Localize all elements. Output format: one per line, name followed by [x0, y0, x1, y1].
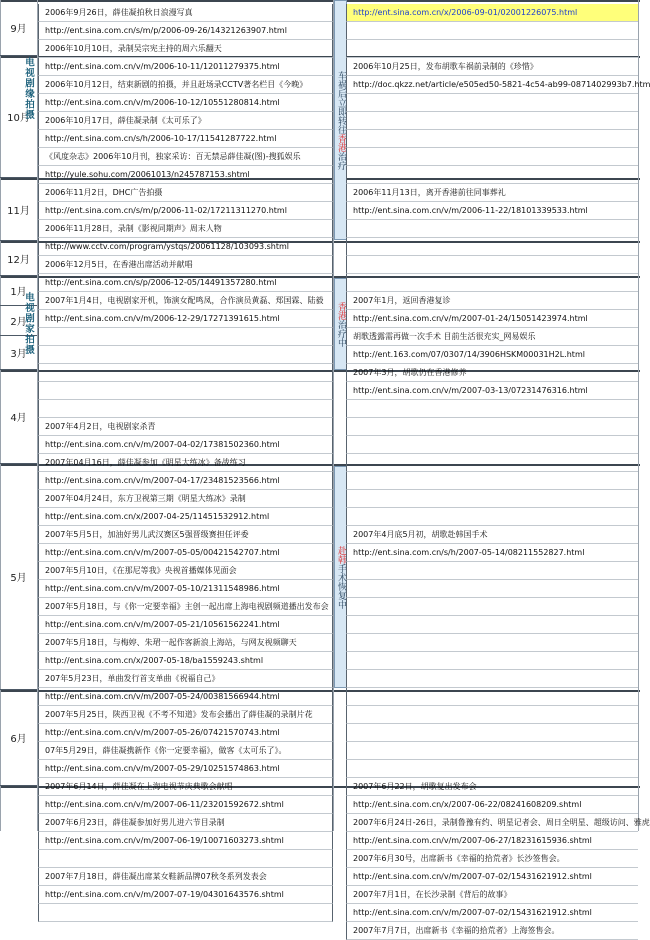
month-cell-2: 2月 — [0, 306, 37, 336]
right-entry-row — [346, 652, 638, 670]
left-entry-row: 2007年5月5日，加油好男儿武汉赛区5强晋级赛担任评委 — [38, 526, 333, 544]
right-entry-row — [346, 40, 638, 58]
right-entry-row[interactable]: http://doc.qkzz.net/article/e505ed50-5821-4c54-ab99-0871402993b7.htm — [346, 76, 638, 94]
right-entry-row — [346, 400, 638, 418]
group-separator — [0, 0, 640, 2]
middle-note-2-text: 治疗中 — [336, 319, 346, 347]
month-cell-12: 12月 — [0, 241, 37, 276]
left-entry-row: 2007年5月18日，与梅婷、朱珺一起作客新浪上海站，与网友视频聊天 — [38, 634, 333, 652]
left-entry-row[interactable]: http://yule.sohu.com/20061013/n245787153.shtml — [38, 166, 333, 184]
month-cell-6: 6月 — [0, 690, 37, 786]
left-entry-row[interactable]: http://ent.sina.com.cn/v/m/2006-10-11/12011279375.html — [38, 58, 333, 76]
left-entry-row: 2006年9月26日，薛佳凝拍秋日浪漫写真 — [38, 4, 333, 22]
left-entry-row[interactable]: http://ent.sina.com.cn/v/m/2007-04-02/17381502360.html — [38, 436, 333, 454]
left-entry-row[interactable]: http://ent.sina.com.cn/v/m/2007-05-21/10561562241.html — [38, 616, 333, 634]
left-entry-row[interactable]: http://ent.sina.com.cn/s/h/2006-10-17/11541287722.html — [38, 130, 333, 148]
middle-note-3-text: 手术恢复中 — [336, 563, 346, 609]
right-entry-row[interactable]: http://ent.sina.com.cn/v/m/2007-01-24/15051423974.html — [346, 310, 638, 328]
right-entry-row[interactable]: http://ent.sina.com.cn/v/m/2007-03-13/07231476316.html — [346, 382, 638, 400]
right-entry-row: 2006年11月13日，离开香港前往同事葬礼 — [346, 184, 638, 202]
right-entry-row — [346, 490, 638, 508]
right-entry-row — [346, 22, 638, 40]
month-cell-11: 11月 — [0, 178, 37, 241]
left-entry-row[interactable]: http://ent.sina.com.cn/s/m/p/2006-09-26/14321263907.html — [38, 22, 333, 40]
left-entry-row[interactable]: http://ent.sina.com.cn/v/m/2007-06-11/23201592672.shtml — [38, 796, 333, 814]
right-entry-row — [346, 238, 638, 256]
left-entry-row — [38, 850, 333, 868]
left-entry-row: 2006年10月10日，录制吴宗宪主持的周六乐翻天 — [38, 40, 333, 58]
left-note-filming-2: 电视剧家拍摄 — [23, 291, 34, 355]
right-entry-row — [346, 148, 638, 166]
right-entry-row — [346, 706, 638, 724]
left-entry-row: 2007年04月24日，东方卫视第三期《明星大练冰》录制 — [38, 490, 333, 508]
left-note-filming: 电视剧缘拍摄 — [23, 56, 34, 120]
right-entry-row — [346, 724, 638, 742]
right-entry-row — [346, 508, 638, 526]
right-entry-row — [346, 634, 638, 652]
left-entry-row: 2007年7月18日，薛佳凝出席某女鞋新品牌07秋冬系列发表会 — [38, 868, 333, 886]
left-entry-row: 2007年6月14日，薛佳凝在上海电视节庆典歌会献唱 — [38, 778, 333, 796]
month-cell-1: 1月 — [0, 276, 37, 306]
left-entry-row — [38, 328, 333, 346]
right-entry-row: 2007年7月1日，在长沙录制《背后的故事》 — [346, 886, 638, 904]
left-entry-row: 2007年4月2日，电视剧家杀青 — [38, 418, 333, 436]
right-entry-row — [346, 454, 638, 472]
left-entry-row: 2007年6月23日，薛佳凝参加好男儿进六节目录制 — [38, 814, 333, 832]
left-entry-row: 2006年10月17日，薛佳凝录制《太可乐了》 — [38, 112, 333, 130]
left-entry-row: 2006年12月5日，在香港出席活动并献唱 — [38, 256, 333, 274]
left-entry-row — [38, 364, 333, 382]
right-entry-row — [346, 742, 638, 760]
left-entry-row[interactable]: http://ent.sina.com.cn/s/p/2006-12-05/14491357280.html — [38, 274, 333, 292]
month-cell-10: 10月 — [0, 56, 37, 178]
left-entry-row — [38, 400, 333, 418]
right-entry-row — [346, 760, 638, 778]
right-entry-row — [346, 436, 638, 454]
left-entry-row: 2007年04月16日，薛佳凝参加《明星大练冰》备战练习 — [38, 454, 333, 472]
middle-note-2-red: 香港 — [336, 301, 346, 320]
right-entry-row: 2007年7月7日，出席新书《幸福的拾荒者》上海签售会。 — [346, 922, 638, 940]
left-entry-row: 2007年5月18日，与《你一定要幸福》主创一起出席上海电视剧频道播出发布会 — [38, 598, 333, 616]
right-entry-row — [346, 220, 638, 238]
right-entry-row[interactable]: http://ent.sina.com.cn/v/m/2007-07-02/15431621912.shtml — [346, 904, 638, 922]
left-entry-row[interactable]: http://ent.sina.com.cn/v/m/2007-05-29/10251574863.html — [38, 760, 333, 778]
right-entry-row[interactable]: http://ent.sina.com.cn/v/m/2007-07-02/15431621912.shtml — [346, 868, 638, 886]
left-entry-row: 207年5月23日，单曲发行首支单曲《祝福自己》 — [38, 670, 333, 688]
right-entry-row — [346, 274, 638, 292]
right-entry-row: 2006年10月25日，发布胡歌车祸前录制的《珍惜》 — [346, 58, 638, 76]
month-cell-9: 9月 — [0, 0, 37, 56]
left-entry-row[interactable]: http://ent.sina.com.cn/v/m/2007-05-10/21311548986.html — [38, 580, 333, 598]
left-entry-row — [38, 382, 333, 400]
month-cell-3: 3月 — [0, 336, 37, 370]
left-entry-row[interactable]: http://ent.sina.com.cn/v/m/2007-06-19/10071603273.shtml — [38, 832, 333, 850]
left-entry-row: 《风度杂志》2006年10月刊，独家采访：百无禁忌薛佳凝(图)-搜狐娱乐 — [38, 148, 333, 166]
left-entry-row[interactable]: http://ent.sina.com.cn/x/2007-04-25/11451532912.html — [38, 508, 333, 526]
right-entry-row — [346, 94, 638, 112]
left-entry-row[interactable]: http://ent.sina.com.cn/v/m/2006-10-12/10551280814.html — [38, 94, 333, 112]
right-entry-row[interactable]: http://ent.sina.com.cn/s/h/2007-05-14/08211552827.html — [346, 544, 638, 562]
middle-note-3-red: 赴韩 — [336, 545, 346, 564]
right-entry-row — [346, 616, 638, 634]
column-divider — [638, 0, 639, 831]
left-entry-row — [38, 904, 333, 922]
right-entry-row — [346, 418, 638, 436]
left-entry-row[interactable]: http://www.cctv.com/program/ystqs/20061128/103093.shtml — [38, 238, 333, 256]
right-entry-row — [346, 472, 638, 490]
right-entry-row[interactable]: http://ent.sina.com.cn/v/m/2007-06-27/18231615936.shtml — [346, 832, 638, 850]
right-entry-row: 2007年3月，胡歌仍在香港修养 — [346, 364, 638, 382]
left-entry-row — [38, 346, 333, 364]
right-entry-row[interactable]: http://ent.sina.com.cn/x/2006-09-01/02001226075.html — [346, 4, 638, 22]
left-entry-row[interactable]: http://ent.sina.com.cn/v/m/2007-05-26/07421570743.html — [38, 724, 333, 742]
right-entry-row — [346, 598, 638, 616]
right-entry-row — [346, 670, 638, 688]
right-entry-row — [346, 688, 638, 706]
left-entry-row[interactable]: http://ent.sina.com.cn/v/m/2007-07-19/04301643576.shtml — [38, 886, 333, 904]
left-entry-row: 2006年10月12日，结束新剧的拍摄，并且赶场录CCTV著名栏目《今晚》 — [38, 76, 333, 94]
left-entry-row: 2006年11月28日，录制《影视同期声》周末人物 — [38, 220, 333, 238]
left-entry-row: 2007年1月4日，电视剧家开机，饰演女配鸣凤，合作演员黄磊、郑国霖、陆毅 — [38, 292, 333, 310]
right-entry-row — [346, 580, 638, 598]
left-entry-row: 2006年11月2日，DHC广告拍摄 — [38, 184, 333, 202]
right-entry-row — [346, 130, 638, 148]
middle-note-1-red: 香港 — [336, 133, 346, 152]
left-entry-row: 2007年5月10日，《在那尼等我》央视首播媒体见面会 — [38, 562, 333, 580]
right-entry-row: 2007年4月底5月初，胡歌赴韩国手术 — [346, 526, 638, 544]
right-entry-row — [346, 166, 638, 184]
right-entry-row: 2007年1月，返回香港复诊 — [346, 292, 638, 310]
middle-note-1-text: 车祸后立即转往 — [336, 70, 346, 134]
right-entry-row[interactable]: http://ent.sina.com.cn/v/m/2006-11-22/18101339533.html — [346, 202, 638, 220]
month-cell-5: 5月 — [0, 464, 37, 690]
right-entry-row — [346, 562, 638, 580]
left-entry-row[interactable]: http://ent.sina.com.cn/v/m/2007-05-24/00381566944.html — [38, 688, 333, 706]
right-entry-row: 胡歌透露需再做一次手术 目前生活很充实_网易娱乐 — [346, 328, 638, 346]
right-entry-row — [346, 112, 638, 130]
right-entry-row: 2007年6月22日，胡歌复出发布会 — [346, 778, 638, 796]
right-entry-row[interactable]: http://ent.sina.com.cn/x/2007-06-22/08241608209.shtml — [346, 796, 638, 814]
left-entry-row[interactable]: http://ent.sina.com.cn/x/2007-05-18/ba1559243.shtml — [38, 652, 333, 670]
right-entry-row — [346, 256, 638, 274]
right-entry-row[interactable]: http://ent.163.com/07/0307/14/3906HSKM00031H2L.html — [346, 346, 638, 364]
month-cell-4: 4月 — [0, 370, 37, 464]
left-entry-row[interactable]: http://ent.sina.com.cn/s/m/p/2006-11-02/17211311270.html — [38, 202, 333, 220]
left-entry-row[interactable]: http://ent.sina.com.cn/v/m/2007-04-17/23481523566.html — [38, 472, 333, 490]
right-entry-row: 2007年6月30号，出席新书《幸福的拾荒者》长沙签售会。 — [346, 850, 638, 868]
left-entry-row[interactable]: http://ent.sina.com.cn/v/m/2006-12-29/17271391615.html — [38, 310, 333, 328]
middle-note-1-tail: 治疗 — [336, 151, 346, 170]
right-entry-row: 2007年6月24日-26日，录制鲁豫有约、明星记者会、周日全明星、超级访问、雅虎 — [346, 814, 638, 832]
left-entry-row: 2007年5月25日，陕西卫视《不考不知道》发布会播出了薛佳凝的录制片花 — [38, 706, 333, 724]
left-entry-row: 07年5月29日，薛佳凝携新作《你一定要幸福》，做客《太可乐了》。 — [38, 742, 333, 760]
left-entry-row[interactable]: http://ent.sina.com.cn/v/m/2007-05-05/00421542707.html — [38, 544, 333, 562]
